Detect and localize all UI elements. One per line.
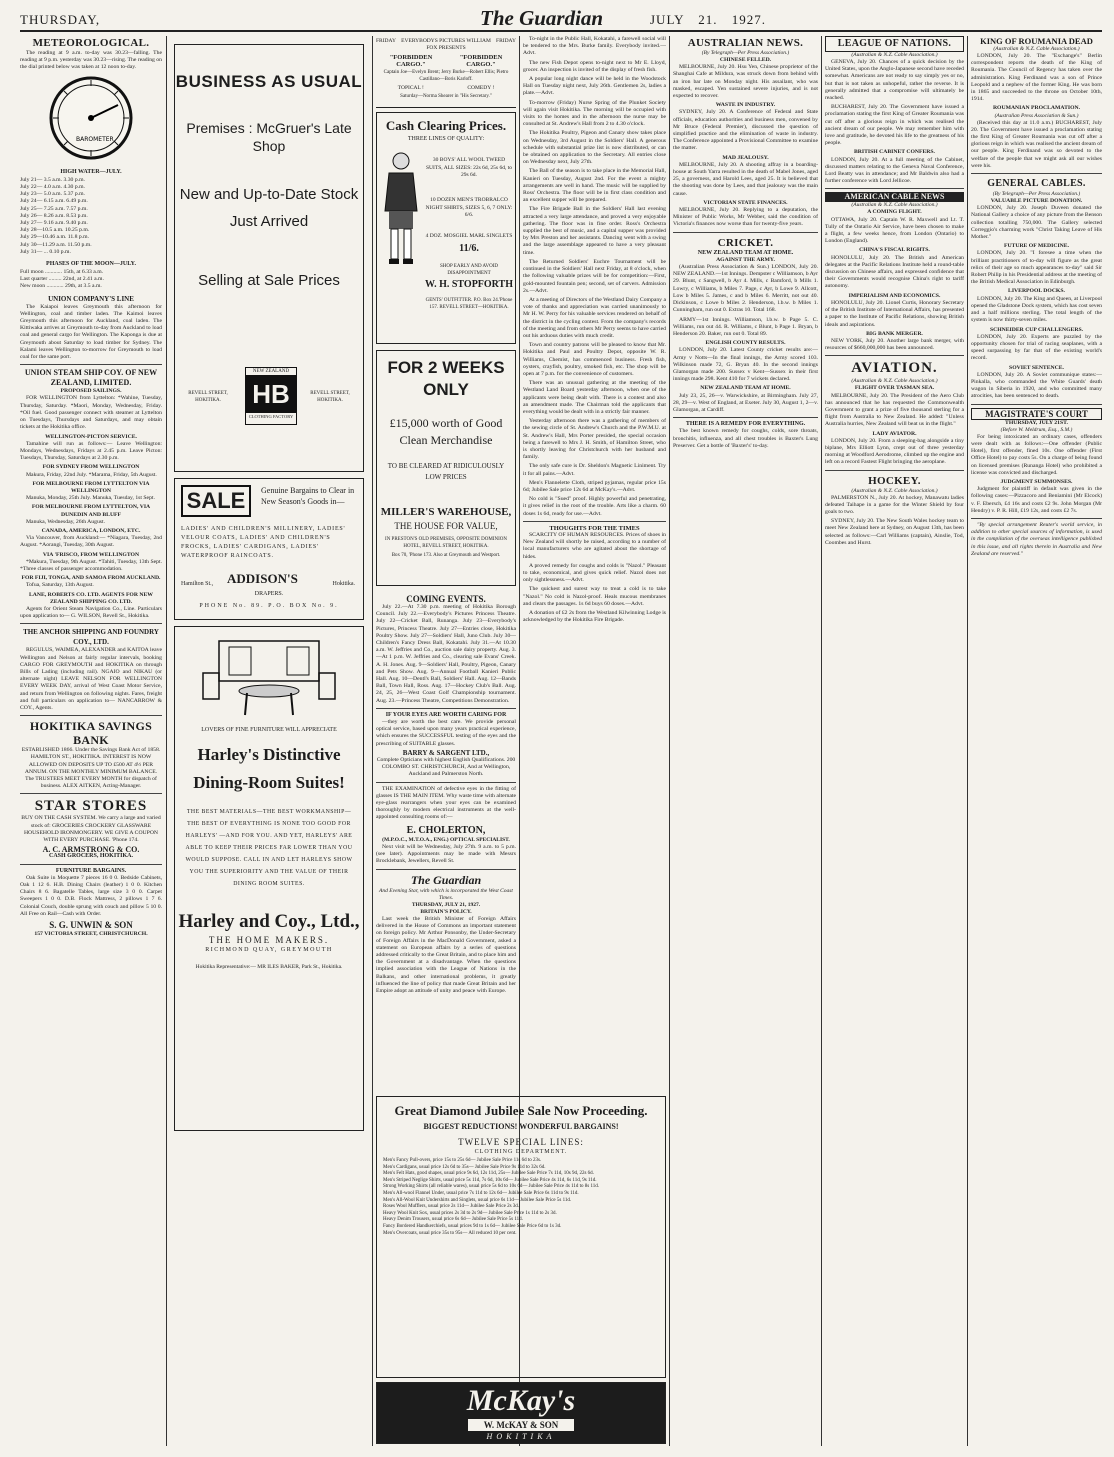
sale-right-text: Genuine Bargains to Clear in New Season's Goods in— (261, 486, 355, 506)
gc-t4: LONDON, July 20. Experts are puzzled by the opportunity chosen for trial of racing seaplanes, with a speed surpassing by far that of the existing world's record. (971, 333, 1102, 362)
col4-text-2: The new Fish Depot opens to-night next to Mr E. Lloyd, grocer. An inspection is invited of the display of fresh fish. (523, 59, 666, 73)
jubilee-line: Men's All-Wool Knit Undershirts and Singlets, usual price 6s 11d— Jubilee Sale Price 5s 11d. (383, 1197, 572, 1203)
fox-saturday: Saturday—Norma Shearer in "His Secretary." (400, 93, 492, 99)
tide-row: July 31— ... 0.10 p.m. (20, 248, 71, 255)
guardian-title: The Guardian (410, 872, 482, 887)
mckay-logo: McKay's (466, 1384, 576, 1417)
canada-text: Via Vancouver, from Auckland:— *Niagara, Tuesday, 2nd August. *Aorangi, Tuesday, 30th August. (20, 535, 162, 549)
cash-sub: THREE LINES OF QUALITY: (407, 136, 485, 142)
fox-comedy: COMEDY ! (467, 85, 495, 92)
bank-text: ESTABLISHED 1866. Under the Savings Bank Act of 1858. HAMILTON ST., HOKITIKA. INTEREST IS NOW ALLOWED ON DEPOSITS UP TO £500 AT 4½ PER ANNUM. ON THE MONTHLY MINIMUM BALANCE. The TRUSTEES MEET EVERY MONTH for dispatch of business. ALEX AITKEN, Acting-Manager. (21, 747, 161, 790)
reuters-note: "By special arrangement Reuter's world service, in addition to other special sources of information, is used in the compilation of the overseas intelligence published in this issue, and all rights therein in Australia and New Zealand are reserved." (971, 521, 1102, 557)
frisco-text: *Makura, Tuesday, 9th August. *Tahiti, Tuesday, 13th Sept. *Three classes of passenger accommodation. (20, 558, 162, 572)
sydney-text: Makura, Friday, 22nd July. *Marama, Friday, 5th August. (26, 471, 157, 478)
hockey-sub: (Australian & N.Z. Cable Association.) (851, 487, 938, 494)
eyes-text: —they are worth the best care. We provide personal optical service, based upon many years practical experience, which ensures the SUCCESSFUL testing of the eyes and the prescribing of SUITABLE glasses. (376, 719, 516, 747)
column-3-text (376, 594, 516, 1056)
tide-row: July 29—10.46 a.m. 11.8 p.m. (20, 234, 89, 241)
column-5 (673, 36, 818, 1446)
ad1-headline: BUSINESS AS USUAL (175, 72, 363, 91)
aus-h4: VICTORIAN STATE FINANCES. (703, 199, 788, 206)
gc-t2: LONDON, July 20. "I foresee a time when the brilliant practitioners of to-day will figure as the great relics of their age so much appearances to-day" said Sir Robert Philip in his Presidential address at the meeting of the British Medical Association in Edinburgh. (971, 250, 1102, 286)
cricket-text-2: ARMY—1st Innings. Williamson, l.b.w. b Page 5. C. Williams, run out 44. R. Williams, c Blunt, b Page 1. Bryan, b Henderson 20. Baker, run out 0. Total 89. (673, 316, 818, 337)
cholerton-text: Next visit will be Wednesday, July 27th. 9 a.m. to 5 p.m. (see later). Appointments may be made with Messrs Brocklebank, Jewellers, Revell St. (376, 843, 516, 865)
aus-t4: MELBOURNE, July 20. Replying to a deputation, the Minister of Public Works, Mr Webber, said the condition of Victoria's finances now worse than for twenty-five years. (673, 207, 818, 228)
sale-goods: LADIES' AND CHILDREN'S MILLINERY, LADIES' VELOUR COATS, LADIES' AND CHILDREN'S FROCKS, LADIES' CARDIGANS, LADIES' WATERPROOF RAINCOATS. (181, 526, 346, 559)
hb-logo-letters: HB (246, 376, 296, 412)
miller-sub: THE HOUSE FOR VALUE, (394, 521, 498, 531)
ad1-stock: New and Up-to-Date Stock (179, 186, 359, 203)
jubilee-headline: Great Diamond Jubilee Sale Now Proceeding. (394, 1103, 648, 1118)
picton-text: Tamahine will run as follows:— Leave Wellington: Mondays, Wednesdays, Fridays at 2.45 p.m. Leave Picton: Tuesdays, Thursday, Saturdays at 2.30 p.m. (20, 440, 162, 462)
aus-t3: MELBOURNE, July 20. A shooting affray in a boarding-house at South Yarra resulted in the death of Mabel Jones, aged 25, a governess, and Harold Lees, aged 25. It is believed that the shooting was done by Lees, and that jealousy was the main cause. (673, 161, 818, 197)
coming-title: COMING EVENTS. (406, 594, 486, 604)
mckay-town: HOKITIKA (486, 1432, 556, 1442)
addison-left: Hamilton St., (181, 581, 214, 587)
mckay-jubilee-sale-ad (376, 1096, 666, 1378)
mag-text: For being intoxicated an ordinary cases, offenders were dealt with as follows:—One offender (Public Hotel), first offender, fined 10s. One offender (First Office Hotel) to pay costs 5s. On a charge of being found on licensed premises (Runanga Hotel) who prohibited a license was convicted and discharged. (971, 433, 1102, 476)
fox-left: FRIDAY (376, 38, 396, 44)
tide-list (20, 177, 162, 256)
harley-address: RICHMOND QUAY, GREYMOUTH (205, 947, 333, 954)
jubilee-sub: BIGGEST REDUCTIONS! WONDERFUL BARGAINS! (423, 1122, 619, 1131)
picton-title: WELLINGTON-PICTON SERVICE. (45, 433, 137, 440)
jubilee-line: Men's Cardigans, usual price 12s 6d to 35s— Jubilee Sale Price 9s 11d to 32s 6d. (383, 1164, 546, 1170)
aviation-t1: MELBOURNE, July 20. The President of the Aero Club has announced that he has requested the Commonwealth Government to grant a prize of five thousand sterling for a flight from Australia to New Zealand. He added: "Unless Australia hurries, New Zealand will beat us in the flight." (825, 392, 964, 428)
column-rule (967, 36, 968, 1446)
guardian-date: THURSDAY, JULY 21, 1927. (411, 901, 481, 908)
dining-suite-illustration-icon (199, 633, 339, 719)
gc-t1: LONDON, July 20. Joseph Duveen donated the National Gallery a choice of any picture from the Benson collection totalling 750,000. The Gallery selected Correggio's charming work "Christ Taking Leave of His Mother." (971, 205, 1102, 241)
harley-text: THE BEST MATERIALS—THE BEST WORKMANSHIP—THE BEST OF EVERYTHING IS NONE TOO GOOD FOR HARLEYS' —AND FOR YOU. AND YET, HARLEYS' ARE ABLE TO KEEP THEIR PRICES FAR LOWER THAN YOU WOULD SUPPOSE. CALL IN AND LET HARLEYS SHOW YOU THE SUPERIORITY AND THE VALUE OF THEIR DINING ROOM SUITES. (185, 809, 353, 888)
nzhome-title: NEW ZEALAND TEAM AT HOME. (700, 385, 791, 392)
ecr-title: ENGLISH COUNTY RESULTS. (705, 340, 786, 347)
barometer-label: BAROMETER (76, 135, 114, 143)
anchor-title: THE ANCHOR SHIPPING AND FOUNDRY COY., LTD. (23, 628, 159, 647)
addison-sub: DRAPERS. (254, 591, 284, 597)
barry: BARRY & SARGENT LTD., (402, 748, 490, 757)
miller-clear: TO BE CLEARED AT RIDICULOUSLY LOW PRICES (387, 462, 505, 481)
acn-t1: OTTAWA, July 20. Captain W. R. Maxwell and Lt. T. Tully of the Ontario Air Service, have been chosen to make a flight, a few weeks hence, from London (Ontario) to London (England). (825, 216, 964, 245)
jubilee-twelve: TWELVE SPECIAL LINES: (458, 1137, 584, 1147)
cricket-h2: AGAINST THE ARMY. (716, 256, 775, 263)
judg-text: Judgment for plaintiff in default was given in the following cases:—Pizzacoro and Beniamini (Mr Elcock) v. F. Ebersch, £4 16s and costs £2 9s. John Morgan (Mr Hendry) v. P. R. Hill, £19 12s, and costs £2 7s. (971, 486, 1102, 514)
hb-logo (245, 367, 297, 425)
bank-title: HOKITIKA SAVINGS BANK (29, 719, 153, 748)
usscc-title: UNION STEAM SHIP COY. OF NEW ZEALAND, LIMITED. (24, 368, 158, 388)
league-text: GENEVA, July 20. Chances of a quick decision by the United States, upon the Anglo-Japanese second have receded somewhat. Americans are not ready to say simply yes or no, but that is not taken as unhopeful, rather the reverse. It is generally admitted that a compromise will ultimately be reached. (825, 59, 964, 102)
aus-h3: MAD JEALOUSY. (722, 154, 769, 161)
fox-title-1: "FORBIDDEN CARGO." (389, 54, 433, 69)
jubilee-dept: CLOTHING DEPARTMENT. (474, 1149, 568, 1155)
tide-row: July 24— 6.15 a.m. 6.49 p.m. (20, 198, 88, 205)
thoughts-title: THOUGHTS FOR THE TIMES (549, 524, 640, 532)
fiji-title: FOR FIJI, TONGA, AND SAMOA FROM AUCKLAND. (21, 575, 161, 582)
unwin2: 157 VICTORIA STREET, CHRISTCHURCH. (34, 931, 148, 938)
column-7 (971, 36, 1102, 1446)
gc-t5: LONDON, July 20. A Soviet communique states:—Pinkalla, who commanded the White Guards' death wagon in Siberia in 1920, and who committed many atrocities, has been sentenced to death. (971, 371, 1102, 400)
cholerton: E. CHOLERTON, (406, 824, 486, 836)
exam-text: THE EXAMINATION of defective eyes in the fitting of glasses IS THE MAIN ITEM. Why waste time with alternate eye-glass rearrangers when your eyes can be examined thoroughly by modern electrical instruments at the well-appointed consulting rooms of:— (376, 785, 516, 821)
col4-text-1: To-night in the Public Hall, Kokatahi, a farewell social will be tendered to the Mrs. Burke family. Everybody invited.—Advt. (523, 36, 666, 57)
aviation-sub: (Australian & N.Z. Cable Association.) (851, 378, 938, 385)
tide-row: July 25— 7.25 a.m. 7.57 p.m. (20, 205, 88, 212)
lane-title: LANE, ROBERTS CO. LTD. AGENTS FOR NEW ZEALAND SHIPPING CO. LTD. (29, 591, 153, 605)
acn-t3: HONOLULU, July 20. Lionel Curtis, Honorary Secretary of the British Institute of International Affairs, has presented a paper to the Institute of Pacific Relations, showing British ideals and aspirations. (825, 299, 964, 328)
col4-text-12: Yesterday afternoon there was a gathering of members of the sewing circle of St. Andrew's Church and the P.W.M.U. at St. Andrew's Hall, Mrs Porter presided, the special occasion being a farewell to Mrs J. H. Smith, of Hamilton Street, who is shortly leaving for Christchurch with her husband and family. (523, 418, 666, 461)
cricket-text: (Australian Press Association & Sun.) LONDON, July 20. NEW ZEALAND.—1st Innings. Dempster c Williamson, b Ayr 29. Blunt, c Sangwell, b Ayr 4. Mills, c Bamford, b Mills 1. Lowry, c Williams, b Miles 7. Page, c Ayr, b Lowe 9. Allcott, Low b Miles 5. James, c and b Miles 6. Merritt, not out 40. Dickinson, c Lowe b Miles 2. Henderson, l.b.w. b Miles 1. Cunningham, run out 0. Extras 10. Total 168. (673, 264, 818, 314)
league-sub: (Australian & N.Z. Cable Association.) (851, 52, 938, 58)
remedy-title: THERE IS A REMEDY FOR EVERYTHING. (685, 421, 806, 428)
cricket-title: CRICKET. (717, 236, 774, 249)
aviation-t2: LONDON, July 20. From a sleeping-bag alongside a tiny biplane, Mrs Elliott Lynn, crept out of three yesterday morning at Woodford Aerodrome, climbed up the engine and left on a record Fastest Flight bringing the aeroplane. (825, 437, 964, 466)
business-as-usual-ad (174, 44, 364, 472)
star-sign2: CASH GROCERS, HOKITIKA. (48, 853, 133, 860)
aviation-h1: FLIGHT OVER TASMAN SEA. (854, 385, 935, 392)
melb1-title: FOR MELBOURNE FROM LYTTELTON VIA WELLINGTON (32, 480, 150, 494)
sydney-title: FOR SYDNEY FROM WELLINGTON (42, 464, 140, 471)
column-rule (166, 36, 167, 1446)
harley-headline-1: Harley's Distinctive (197, 745, 341, 765)
acn-h1: A COMING FLIGHT. (867, 209, 922, 216)
gc-h4: SCHNEIDER CUP CHALLENGERS. (989, 326, 1084, 333)
fiji-text: Tofua, Saturday, 13th August. (26, 582, 94, 589)
acn-t2: HONOLULU, July 20. The British and American delegates at the Pacific Relations Institute held a round-table discussion on Chinese affairs, and expressed confidence that their Governments would recognise China's right to tariff autonomy. (825, 254, 964, 290)
melb2-text: Manuka, Wednesday, 26th August. (26, 518, 105, 525)
miller-box: Box 70, 'Phone 173. Also at Greymouth and Westport. (391, 553, 501, 558)
jubilee-line: Strong Working Shirts (all reliable wares), usual price 5s 6d to 10s 6d— Jubilee Sale Price 4s 11d to 8s 11d. (383, 1184, 600, 1190)
bcc-title: BRITISH CABINET CONFERS. (854, 149, 935, 156)
col4-text-7: The Fire Brigade Ball in the Soldiers' Hall last evening attracted a very large attendance, and proved a very enjoyable gathering. The floor was in fine order. Ross's Orchestra supplied the best of music, and a capital supper was provided by Mrs Preston and her assistants. Dancing went with a swing and the large assemblage appeared to have a very pleasant time. (523, 206, 666, 256)
col4-text-15: No cold is "Sued" proof. Highly powerful and penetrating, it gives relief in the root of the trouble. Arts like a charm. 60 doses 1s 6d, ready for use.—Advt. (523, 496, 666, 517)
cricket-h1: NEW ZEALAND TEAM AT HOME. (697, 249, 794, 256)
met-title: METEOROLOGICAL. (32, 37, 150, 49)
thoughts-text-2: A proved remedy for coughs and colds is "Nazol." Pleasant to take, economical, and gives quick relief. Nazol does not only sightlessness.—Advt. (523, 562, 666, 584)
cash-item-1: 30 BOYS' ALL WOOL TWEED SUITS, ALL SIZES: 22s 6d, 25s 6d, to 29s 6d. (426, 157, 512, 178)
moon-list (20, 269, 162, 291)
jubilee-line: Men's Felt Hats, good shapes, usual price 9s 6d, 12s 11d, 25s— Jubilee Sale Price 7s 11d, 10s 9d, 22s 6d. (383, 1171, 594, 1177)
furn-text: Oak Suite in Moquette 7 pieces 16 0 0. Bedside Cabinets, Oak 1 12 6. H.B. Dining Chairs (leather) 1 0 0. Kitchen Chairs 8 6. Bagatelle Tables, large size 3 0 0. Carpet Sweepers 1 0 0. D.B. Flock Mattress, 2 pillows 1 7 6. Colonial Couch, double sprung with couch and pillow 5 10 0. All Free on Rail—Cash with Order. (20, 874, 162, 917)
col4-text-14: Men's Flannelette Cloth, striped pyjamas, regular price 15s 6d; Jubilee Sale price 12s 6d at McKay's.—Advt. (523, 479, 666, 493)
jubilee-line: Men's Fancy Pull-overs, price 15s to 25s 6d— Jubilee Sale Price 11s 6d to 23s. (383, 1158, 542, 1163)
lane-text: Agents for Orient Steam Navigation Co., Line. Particulars upon application to— G. WILSON, Revell St., Hokitika. (20, 605, 162, 620)
column-1 (20, 36, 162, 1446)
acn-t4: NEW YORK, July 20. Another large bank merger, with resources of $660,000,000 has been announced. (825, 337, 964, 352)
jubilee-line: Heavy Denim Trousers, usual price 6s 6d— Jubilee Sale Price 5s 11d. (383, 1217, 523, 1223)
acn-h3: IMPERIALISM AND ECONOMICS. (848, 292, 941, 299)
union-title: UNION COMPANY'S LINE (48, 294, 134, 303)
tide-row: July 23— 5.0 a.m. 5.37 p.m. (20, 191, 85, 198)
aus-title: AUSTRALIAN NEWS. (687, 37, 804, 49)
barometer-dial (20, 75, 162, 164)
star-sign: A. C. ARMSTRONG & CO. (42, 845, 140, 855)
moon-row: Full moon ............ 15th, at 6.33 a.m. (20, 269, 104, 276)
miller-address: IN PRESTON'S OLD PREMISES, OPPOSITE DOMINION HOTEL, REVELL STREET, HOKITIKA. (385, 537, 507, 549)
jubilee-line: Heavy Wool Knit Sox, usual prices 2s 3d to 2s 9d— Jubilee Sale Price 1s 11d to 2s 3d. (383, 1210, 557, 1216)
thoughts-text-4: A donation of £2 2s from the Westland Kilwinning Lodge is acknowledged by the Hokitika Fire Brigade. (523, 610, 666, 624)
column-rule (821, 36, 822, 1446)
tide-row: July 30—11.29 a.m. 11.50 p.m. (20, 241, 92, 248)
harley-rep: Hokitika Representative:— MR ILES BAKER, Park St., Hokitika. (195, 964, 343, 971)
column-2 (170, 36, 368, 1136)
aviation-h2: LADY AVIATOR. (872, 430, 917, 437)
aus-sub: (By Telegraph—Per Press Association.) (701, 50, 790, 56)
sailings-title: PROPOSED SAILINGS. (60, 388, 122, 395)
jubilee-line: Men's Striped Neglige Shirts, usual price 5s 11d, 7s 6d, 10s 6d— Jubilee Sale Price 4s 11d, 6s 11d, 9s 11d. (383, 1177, 597, 1183)
millers-warehouse-ad (376, 350, 516, 586)
masthead (20, 6, 1102, 32)
col4-text-8: The Returned Soldiers' Euchre Tournament will be continued in the Soldiers' Hall next Friday, at 8 o'clock, when the following valuable prizes will be for competition:—First, gold-mounted fountain pen; second, set of carvers. Admission 2s.—Advt. (523, 258, 666, 294)
melb1-text: Manuka, Monday, 25th July. Manuka, Tuesday, 1st Sept. (26, 495, 155, 502)
column-rule (372, 36, 373, 1446)
cash-address: GENTS' OUTFITTER. P.O. Box 24.'Phone 157. REVELL STREET—HOKITIKA. (425, 298, 513, 310)
masthead-title: The Guardian (480, 6, 604, 30)
jubilee-line: Fancy Bordered Handkerchiefs, usual prices 9d to 1s 6d— Jubilee Sale Price 6d to 1s 3d. (383, 1223, 562, 1229)
fox-topical: TOPICAL ! (397, 85, 424, 92)
ad1-arrived: Just Arrived (229, 213, 309, 230)
mckay-sub: W. McKAY & SON (468, 1419, 575, 1431)
unwin: S. G. UNWIN & SON (49, 920, 133, 931)
miller-name: MILLER'S WAREHOUSE, (380, 506, 512, 518)
col4-text-3: A popular long night dance will be held in the Woodstock Hall on Tuesday night next, July 26th. Gentlemen 2s, ladies a plate.—Advt. (523, 76, 666, 97)
league-text-2: BUCHAREST, July 20. The Government have issued a proclamation stating the first King of Greater Roumania was cut off after a glorious reign in which was realised the ancient dream of our people. We may remember him with love and gratitude, he devoted his life to the greatness of his people. (825, 104, 964, 147)
fox-cast: Captain Joe—Evelyn Brent; Jerry Burke—Robert Ellis; Pietro Castillano—Boris Karloff. (383, 70, 509, 82)
fox-center: EVERYBODYS PICTURES WILLIAM FOX PRESENTS (401, 38, 491, 51)
sale-word: SALE (181, 485, 251, 517)
fox-title-2: "FORBIDDEN CARGO." (459, 54, 503, 69)
col4-text-11: There was an unusual gathering at the meeting of the Westland Land Board yesterday afternoon, when one of the applicants were being dealt with. There is a contest and also an amendment made. The Chairman told the applicants that everything would be dealt with in a strictly fair manner. (523, 380, 666, 415)
addisons-sale-ad (174, 478, 364, 620)
jubilee-line: Men's Overcoats, usual price 35s to 95s— All reduced 10 per cent. (383, 1230, 517, 1236)
harley-headline-2: Dining-Room Suites! (193, 773, 345, 793)
cash-item-3: 4 DOZ. MOSGIEL MARL SINGLETS (425, 233, 513, 239)
harley-furniture-ad (174, 626, 364, 1131)
hockey-text-2: SYDNEY, July 20. The New South Wales hockey team to meet New Zealand here at Sydney, on August 13th, has been selected as follows:—Carl Williams (captain), Ainslie, Tod, Coombes and Hurst. (825, 518, 964, 546)
gc-sub: (By Telegraph—Per Press Association.) (992, 191, 1081, 198)
frisco-title: VIA 'FRISCO, FROM WELLINGTON (42, 551, 140, 558)
mag-date: THURSDAY, JULY 21ST. (1005, 419, 1068, 426)
coming-text: July 22.—At 7.30 p.m. meeting of Hokitika Borough Council. July 22.—Everybody's Pictures Princess Theatre. July 22—Cricket Ball, Runanga. July 23—Everybody's Pictures, Princess Theatre. July 27—Entries close, Hokitika Poultry Show. July 27—Soldiers' Hall, Juno Club. July 30—Children's Fancy Dress Ball, Kokatahi. July 31.—At 10.30 a.m. W. Jeffries and Co., auction sale dairy property. Aug. 3.—At 1 p.m. W. Jeffries and Co., clearing sale Evans' Creek. A. H. Jones. Aug. 9—Soldiers' Hall, Poultry, Pigeon, Canary and Pets Show. Aug. 9—Annual Football Kanieri Public Hall. Aug. 10—Dentl's Ball, Soldiers' Hall. Aug. 12—Bands Ball, Town Hall, Ross. Aug. 17—Hockey Club's Ball. Aug. 24, 25, 26—West Coast Golf Championship tournament. Aug. 23.—Princess Theatre, Competitions Demonstration. (376, 604, 516, 704)
king-sub: (Australian & N.Z. Cable Association.) (993, 46, 1080, 52)
column-4 (523, 36, 666, 1056)
stopforth-ad (376, 112, 516, 344)
column-6 (825, 36, 964, 1446)
col4-text-4: To-morrow (Friday) Nurse Spring of the Plunket Society will again visit Hokitika. The morning will be occupied with visits to the homes and in the afternoon the nurse may be consulted at St. Andrew's Hall from 2 to 4.30 o'clock. (523, 99, 666, 128)
ecr-text: LONDON, July 20. Latest County cricket results are:— Army v Notts—In the final innings, the Army scored 103. Wilkinson made 72, G. Bryan 40. In the second innings Glamorgan made 200. Sussex v Kent—Sussex in their first innings made 298. Kent 410 for 7 wickets declared. (673, 347, 818, 383)
col4-text-6: The Ball of the season is to take place in the Memorial Hall, Kanieri on Tuesday, August 2nd. For the event a mighty arrangements are well in hand. The music will be supplied by Ross' Orchestra. The floor will be in first class condition and an excellent supper will be prepared. (523, 168, 666, 204)
masthead-day: THURSDAY, (20, 12, 101, 27)
boy-in-suit-illustration-icon (381, 151, 421, 269)
moon-row: Last quarter ......... 22nd, at 2.41 a.m. (20, 276, 104, 283)
policy-title: BRITAIN'S POLICY. (420, 908, 472, 915)
fox-pictures-ad (376, 38, 516, 108)
star-text: BUY ON THE CASH SYSTEM. We carry a large and varied stock of: GROCERIES CROCKERY GLASSWARE HOUSEHOLD IRONMONGERY. WE GIVE A COUPON WITH EVERY PURCHASE. 'Phone 174. (21, 815, 161, 844)
aviation-title: AVIATION. (851, 360, 938, 377)
aus-t1: MELBOURNE, July 20. Hsu Yen, Chinese proprietor of the Shanghai Cafe at Mildura, was struck down from behind with an iron bar late on Monday night. His assailant, who was masked, escaped. Yen sustained severe injuries, and is not expected to recover. (673, 64, 818, 100)
procl-text: (Received this day at 11.0 a.m.) BUCHAREST, July 20. The Government have issued a proclamation stating the first King of Greater Roumania was cut off after a glorious reign in which was realised the ancient dream of our people. King Ferdinand was so devoted to the welfare of the people that we might ask all our wishes were his. (971, 119, 1102, 169)
procl-sub: (Australian Press Association & Sun.) (994, 112, 1079, 119)
harley-name: Harley and Coy., Ltd., (178, 911, 360, 933)
thoughts-text-3: The quickest and surest way to treat a cold is to take "Nazol." No cold is Nazol-proof. Heals mucous membranes and clears the passages. 1s 6d buys 60 doses.—Advt. (523, 586, 666, 607)
mag-sub: (Before W. Meldrum, Esq., S.M.) (1000, 426, 1073, 433)
guardian-sub: And Evening Star, with which is incorporated the West Coast Times. (379, 887, 513, 901)
jubilee-line: Men's All-wool Flannel Under, usual price 7s 11d to 12s 6d— Jubilee Sale Price 6s 11d to 9s 11d. (383, 1190, 579, 1196)
cash-shop-early: SHOP EARLY AND AVOID DISAPPOINTMENT (439, 264, 499, 276)
tide-row: July 21— 3.5 a.m. 3.30 p.m. (20, 176, 85, 183)
league-title: LEAGUE OF NATIONS. (825, 36, 964, 52)
jubilee-line: Roses Wool Mufflers, usual price 2s 11d— Jubilee Sale Price 2s 3d. (383, 1204, 520, 1210)
mckay-logo-block (376, 1382, 666, 1444)
hb-left-address: REVELL STREET, HOKITIKA. (188, 391, 228, 403)
eyes-title: IF YOUR EYES ARE WORTH CARING FOR (385, 711, 507, 718)
addison-right: Hokitika. (332, 581, 355, 587)
hb-right-address: REVELL STREET, HOKITIKA. (310, 391, 350, 403)
acn-h4: BIG BANK MERGER. (866, 330, 923, 337)
cash-title: Cash Clearing Prices. (385, 118, 507, 133)
tide-row: July 22— 4.0 a.m. 4.30 p.m. (20, 184, 85, 191)
anchor-text: REGULUS, WAIMEA, ALEXANDER and KAITOA leave Wellington and Nelson at fairly regular intervals, booking CARGO FOR GREYMOUTH and HOKITIKA on through Bills of Lading (including rail). NGAIO and NIKAU (or alternate night) LEAVE NELSON FOR WELLINGTON EVERY WEEK DAY, arrival of West Coast Motor Service, and return from Wellington on following nights. Fares, freight and full particulars on application to— NANCARROW & COY., Agents. (20, 647, 162, 711)
col4-text-9: At a meeting of Directors of the Westland Dairy Company a vote of thanks and appreciation was carried unanimously to Mr H. W. Perry for his valuable services rendered on behalf of the district in the cycling contest. From the company's records of the meeting and from others Mr Perry seems to have carried out his arduous duties with much credit. (523, 296, 666, 339)
ad1-premises: Premises : McGruer's Late Shop (186, 120, 352, 154)
hockey-text: PALMERSTON N., July 20. At hockey, Manawatu ladies defeated Taihape in a game for the Winter Shield by four goals to two. (825, 494, 964, 515)
harley-sub: THE HOME MAKERS. (208, 935, 330, 946)
jubilee-list (377, 1158, 665, 1237)
addison-name: ADDISON'S (227, 571, 298, 586)
thoughts-text: SCARCITY OF HUMAN RESOURCES. Prices of shoes in New Zealand will shortly be raised, according to a number of local manufacturers who are agitated about the shortage of hides. (523, 532, 666, 560)
aus-h1: CHINESE FELLED. (719, 57, 772, 63)
furn-title: FURNITURE BARGAINS. (55, 867, 127, 874)
cash-name: W. H. STOPFORTH (425, 279, 514, 290)
union-text: The Kaiapoi leaves Greymouth this afternoon for Wellington, coal and timber laden. The Kaimoi leaves Greymouth this afternoon for Auckland, coal laden. The Kittiwaka arrives at Greymouth to-day from Auckland to load coal and general cargo for Wellington. The Kaponga is due at Greymouth about Saturday to load timber for Sydney. The Kalami leaves Wellington to-morrow for Greymouth to load coal for the same port. (20, 303, 162, 361)
policy-text: Last week the British Minister of Foreign Affairs delivered in the House of Commons an important statement on foreign policy. Mr Arthur Ponsonby, the Under-Secretary of Foreign Affairs in the MacDonald Government, asked a statement on European affairs by a series of questions addressed critically to the Great Britain, and to place him and the Government at a disadvantage. When the questions implied association with the League of Nations in the Balkans, and other international problems, it greatly influenced the line of policy that made Great Britain and her Empire adopt an attitude of unity and peace with Europe. (376, 915, 516, 994)
fox-right: FRIDAY (496, 38, 516, 44)
hb-logo-bottom: CLOTHING FACTORY (246, 412, 296, 420)
cash-price: 11/6. (459, 243, 479, 254)
column-rule (669, 36, 670, 1446)
cholerton-sub: (M.P.O.C., M.T.O.A., ENG.) OPTICAL SPECIALIST. (382, 836, 510, 843)
tide-row: July 26— 8.26 a.m. 8.53 p.m. (20, 212, 88, 219)
gc-title: GENERAL CABLES. (987, 178, 1086, 190)
aus-h2: WASTE IN INDUSTRY. (715, 102, 776, 109)
col4-text-13: The only safe cure is Dr. Sheldon's Magnetic Liniment. Try it for all pains.—Advt. (523, 463, 666, 477)
col4-text-5: The Hokitika Poultry, Pigeon and Canary show takes place on Wednesday, 3rd August in the Soldiers' Hall. A generous schedule with substantial prize list is now distributed, or can be obtained on application to the Secretary. All entries close on Wednesday next, July 27th. (523, 130, 666, 166)
judg-title: JUDGMENT SUMMONSES. (1000, 478, 1073, 485)
ad1-selling: Selling at Sale Prices (198, 272, 340, 289)
barometer-dial-icon (48, 75, 134, 161)
tide-row: July 27— 9.16 a.m. 9.40 p.m. (20, 220, 88, 227)
gc-t3: LONDON, July 20. The King and Queen, at Liverpool opened the Gladstone Dock system, which has cost seven and a half millions sterling. The total length of the system is now thirty-seven miles. (971, 295, 1102, 324)
tide-row: July 28—10.5 a.m. 10.25 p.m. (20, 227, 90, 234)
col4-text-10: Town and country patrons will be pleased to know that Mr. Hokitika and Paul and Poultry Depot, opposite W. R. Williams, Chemist, has commenced business. Fresh fish, oysters, crayfish, poultry, smoked fish, etc. The shop will be open at 7 p.m. for the convenience of customers. (523, 342, 666, 377)
star-title: STAR STORES (34, 798, 148, 815)
cash-item-2: 10 DOZEN MEN'S TROBRALCO NIGHT SHIRTS, SIZES 5, 6, 7 ONLY: 6/6. (425, 197, 513, 218)
king-text: LONDON, July 20. The "Exchange's" Berlin correspondent reports the death of the King of Roumania. The Council of Regency has taken over the administration. King Ferdinand was a son of Prince Leopold and a nephew of the former King. He was born in 1865 and succeeded to the throne on October 10th, 1914. (971, 53, 1102, 103)
met-text: The reading at 9 a.m. to-day was 30.23—falling. The reading at 9 p.m. yesterday was 30.23—rising. The reading on the dial printed below was taken at 12 noon to-day. (20, 50, 162, 71)
acn-h2: CHINA'S FISCAL RIGHTS. (859, 247, 930, 254)
miller-merchandise: £15,000 worth of Good Clean Merchandise (389, 416, 503, 447)
moon-row: New moon ............ 29th, at 3.5 a.m. (20, 283, 102, 290)
moon-title: PHASES OF THE MOON—JULY. (46, 261, 136, 268)
high-water-title: HIGH WATER—JULY. (60, 168, 122, 175)
procl-title: ROUMANIAN PROCLAMATION. (992, 105, 1081, 112)
barry-text: Complete Opticians with highest English Qualifications. 200 COLOMBO ST. CHRISTCHURCH, And at Wellington, Auckland and Palmerston North. (376, 757, 516, 778)
hockey-title: HOCKEY. (868, 474, 921, 487)
melb2-title: FOR MELBOURNE FROM LYTTELTON, VIA DUNEDIN AND BLUFF (31, 504, 151, 518)
miller-headline: FOR 2 WEEKS ONLY (387, 358, 505, 399)
remedy-text: The best known remedy for coughs, colds, sore throats, bronchitis, influenza, and all chest troubles is Baxter's Lung Preserver. Get a bottle of 'Baxter's' to-day. (673, 428, 818, 449)
hb-logo-top: NEW ZEALAND (246, 368, 296, 376)
king-title: KING OF ROUMANIA DEAD (980, 36, 1093, 46)
addison-phone: PHONE No. 89. P.O. BOX No. 9. (199, 603, 339, 609)
acn-sub: (Australian & N.Z. Cable Association.) (851, 202, 938, 209)
gc-h5: SOVIET SENTENCE. (1009, 364, 1064, 371)
gc-h1: VALUABLE PICTURE DONATION. (990, 198, 1083, 205)
canada-title: CANADA, AMERICA, LONDON, ETC. (41, 527, 141, 534)
mag-title: MAGISTRATE'S COURT (971, 408, 1102, 420)
harley-caption: LOVERS OF FINE FURNITURE WILL APPRECIATE (201, 727, 337, 734)
acn-title: AMERICAN CABLE NEWS (825, 192, 964, 202)
gc-h3: LIVERPOOL DOCKS. (1008, 288, 1065, 295)
bcc-text: LONDON, July 20. At a full meeting of the Cabinet, discussed matters relating to the Geneva Naval Conference, Lord Beatty was in attendance; and Mr Baldwin also had a further conference with Lord Jellicoe. (825, 156, 964, 185)
sailings-text: FOR WELLINGTON from Lyttelton: *Wahine, Tuesday, Thursday, Saturday. *Maori, Monday, Wednesday, Friday. *Oil fuel. Good passenger connect with steamer at Lyttelton on Tuesdays, Thursdays and Saturdays, and may obtain tickets at the Hokitika office. (20, 395, 162, 431)
aus-t2: SYDNEY, July 20. A Conference of Federal and State officials, education authorities and business men, convened by Mr Bruce (Federal Premier), discussed the question of simplified practice and the elimination of waste in industry. The Conference appointed a Provisional Committee to examine the matter. (673, 109, 818, 152)
masthead-date: JULY 21. 1927. (650, 12, 766, 27)
gc-h2: FUTURE OF MEDICINE. (1003, 243, 1070, 250)
nzhome-text: July 23, 25, 26—v. Warwickshire, at Birmingham. July 27, 28, 29—v. West of England, at Exeter. July 30, August 1, 2—v. Glamorgan, at Cardiff. (673, 392, 818, 413)
